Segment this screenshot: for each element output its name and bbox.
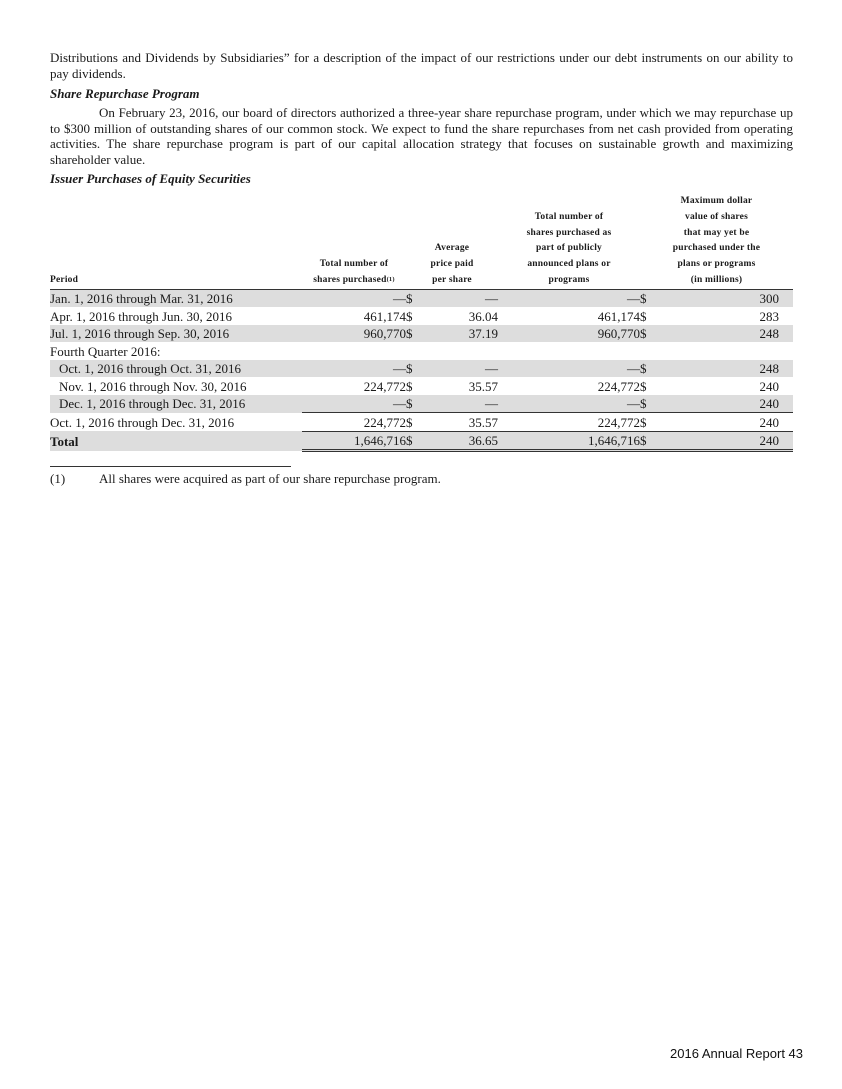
share-repurchase-paragraph: On February 23, 2016, our board of directors authorized a three-year share repurchase program, under which we may repurchase up to $300 million of outstanding shares of our common stock. We expect to fund the share repurchases from net cash provided from operating activities. The share repurchase program is part of our capital allocation strategy that focuses on sustainable growth and maximizing shareholder value.	[50, 105, 793, 167]
shares-cell: —	[302, 360, 406, 378]
currency-cell: $	[640, 378, 647, 394]
max-value-cell: 300	[674, 289, 793, 307]
max-value-cell: 240	[674, 413, 793, 432]
currency-cell: $	[406, 431, 440, 451]
currency-cell: $	[406, 413, 440, 432]
currency-cell: $	[406, 378, 413, 394]
currency-cell: $	[406, 308, 413, 324]
shares-cell: 224,772	[302, 413, 406, 432]
currency-cell: $	[406, 360, 440, 378]
avg-price-cell: 35.57	[440, 413, 498, 432]
period-cell: Jul. 1, 2016 through Sep. 30, 2016	[50, 325, 302, 343]
plan-shares-cell: —	[498, 360, 640, 378]
header-max-value: Maximum dollar value of shares that may yet be purchased under the plans or programs (in millions)	[640, 194, 793, 289]
avg-price-cell: 36.65	[440, 431, 498, 451]
plan-shares-cell: —	[498, 395, 640, 413]
currency-cell: $	[406, 395, 440, 413]
period-cell: Dec. 1, 2016 through Dec. 31, 2016	[50, 395, 302, 413]
plan-shares-cell: 461,174	[597, 308, 640, 324]
issuer-purchases-heading: Issuer Purchases of Equity Securities	[50, 171, 251, 186]
plan-shares-cell: 960,770	[498, 325, 640, 343]
max-value-cell: 248	[674, 325, 793, 343]
max-value-cell: 240	[674, 395, 793, 413]
currency-cell: $	[640, 431, 674, 451]
table-row	[50, 413, 793, 432]
currency-cell: $	[406, 289, 440, 307]
plan-shares-cell: 1,646,716	[498, 431, 640, 451]
currency-cell: $	[406, 325, 440, 343]
shares-cell: 224,772	[363, 378, 406, 394]
period-cell: Oct. 1, 2016 through Dec. 31, 2016	[50, 414, 235, 430]
total-label: Total	[50, 431, 302, 451]
period-cell: Oct. 1, 2016 through Oct. 31, 2016	[50, 360, 302, 378]
currency-cell: $	[640, 325, 674, 343]
share-repurchase-heading: Share Repurchase Program	[50, 86, 200, 101]
fourth-quarter-label: Fourth Quarter 2016:	[50, 343, 161, 359]
avg-price-cell: 36.04	[468, 308, 498, 324]
table-row	[50, 342, 793, 360]
currency-cell: $	[640, 360, 674, 378]
table-total-row	[50, 431, 793, 451]
avg-price-cell: —	[440, 395, 498, 413]
currency-cell: $	[640, 308, 647, 324]
avg-price-cell: 35.57	[468, 378, 498, 394]
table-row	[50, 395, 793, 413]
table-row	[50, 360, 793, 378]
currency-cell: $	[640, 395, 674, 413]
max-value-cell: 283	[759, 308, 779, 324]
shares-cell: 960,770	[302, 325, 406, 343]
header-total-shares: Total number of shares purchased$^{(1)}$	[302, 194, 406, 289]
period-cell: Nov. 1, 2016 through Nov. 30, 2016	[59, 378, 247, 394]
max-value-cell: 240	[759, 378, 779, 394]
currency-cell: $	[640, 289, 674, 307]
avg-price-cell: 37.19	[440, 325, 498, 343]
table-header-row	[50, 194, 793, 289]
header-period: Period	[50, 194, 302, 289]
shares-cell: —	[302, 289, 406, 307]
period-cell: Apr. 1, 2016 through Jun. 30, 2016	[50, 308, 232, 324]
header-plan-shares: Total number of shares purchased as part of publicly announced plans or programs	[498, 194, 640, 289]
table-row	[50, 377, 793, 395]
footnote-divider	[50, 466, 291, 467]
plan-shares-cell: 224,772	[498, 413, 640, 432]
period-cell: Jan. 1, 2016 through Mar. 31, 2016	[50, 289, 302, 307]
max-value-cell: 240	[674, 431, 793, 451]
table-row	[50, 289, 793, 307]
shares-cell: —	[302, 395, 406, 413]
footnote-text: All shares were acquired as part of our share repurchase program.	[99, 471, 441, 487]
plan-shares-cell: —	[498, 289, 640, 307]
table-row	[50, 325, 793, 343]
plan-shares-cell: 224,772	[597, 378, 640, 394]
avg-price-cell: —	[440, 360, 498, 378]
shares-cell: 1,646,716	[302, 431, 406, 451]
document-page	[50, 50, 793, 486]
page-footer: 2016 Annual Report 43	[670, 1046, 803, 1061]
issuer-purchases-table	[50, 194, 793, 452]
currency-cell: $	[640, 413, 674, 432]
footnote	[50, 471, 793, 486]
avg-price-cell: —	[440, 289, 498, 307]
footnote-mark: (1)	[50, 471, 66, 487]
header-average-price: Average price paid per share	[406, 194, 498, 289]
max-value-cell: 248	[674, 360, 793, 378]
shares-cell: 461,174	[363, 308, 406, 324]
intro-paragraph: Distributions and Dividends by Subsidiaries” for a description of the impact of our restrictions under our debt instruments on our ability to pay dividends.	[50, 50, 793, 81]
table-row	[50, 307, 793, 325]
